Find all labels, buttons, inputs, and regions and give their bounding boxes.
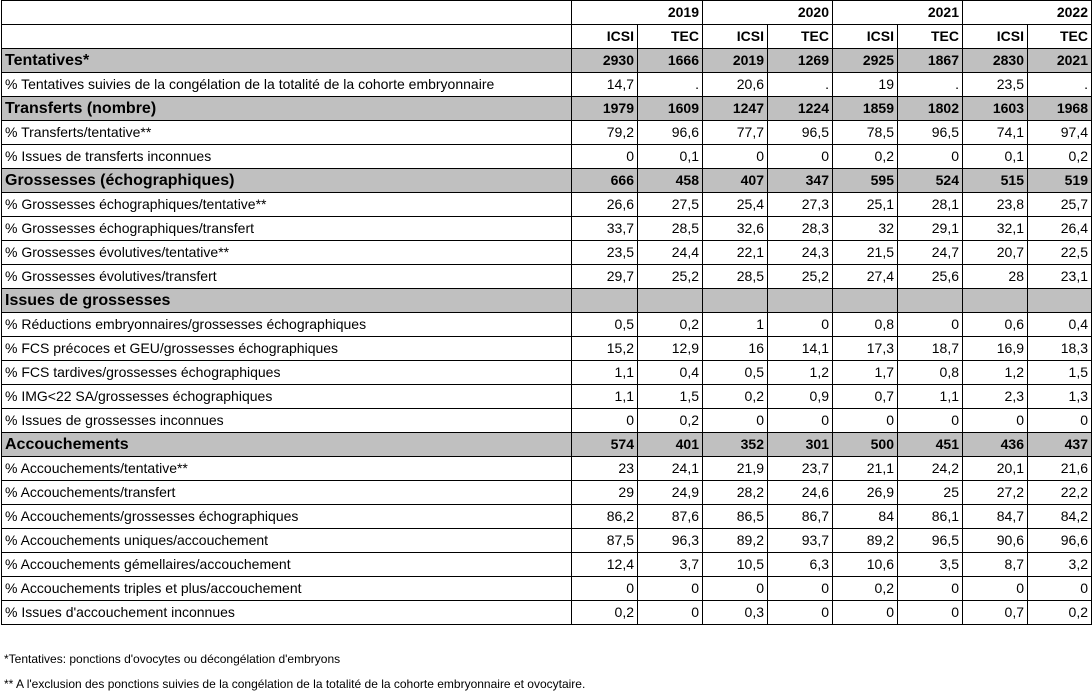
value-cell: 19 bbox=[833, 73, 898, 97]
results-table bbox=[1, 0, 1092, 625]
value-cell: 0,2 bbox=[833, 145, 898, 169]
value-cell: 2,3 bbox=[963, 385, 1028, 409]
value-cell: 0,5 bbox=[572, 313, 638, 337]
value-cell: 90,6 bbox=[963, 529, 1028, 553]
value-cell: 1,7 bbox=[833, 361, 898, 385]
value-cell: 0,8 bbox=[898, 361, 963, 385]
value-cell: 97,4 bbox=[1028, 121, 1092, 145]
year-header-row bbox=[2, 1, 1092, 25]
table-row bbox=[2, 553, 1092, 577]
method-header-icsi: ICSI bbox=[963, 25, 1028, 49]
value-cell: 24,4 bbox=[638, 241, 703, 265]
value-cell: 25,2 bbox=[638, 265, 703, 289]
value-cell: 0,2 bbox=[1028, 601, 1092, 625]
value-cell bbox=[963, 289, 1028, 313]
value-cell: 0 bbox=[768, 577, 833, 601]
value-cell: 0,1 bbox=[638, 145, 703, 169]
row-label: % FCS précoces et GEU/grossesses échographiques bbox=[2, 337, 572, 361]
value-cell: 1,1 bbox=[572, 385, 638, 409]
value-cell: 79,2 bbox=[572, 121, 638, 145]
row-label: % Grossesses évolutives/transfert bbox=[2, 265, 572, 289]
value-cell: 12,4 bbox=[572, 553, 638, 577]
value-cell: 1666 bbox=[638, 49, 703, 73]
value-cell: 27,3 bbox=[768, 193, 833, 217]
value-cell: 2930 bbox=[572, 49, 638, 73]
value-cell: 29 bbox=[572, 481, 638, 505]
row-label: Transferts (nombre) bbox=[2, 97, 572, 121]
footnote-1: *Tentatives: ponctions d'ovocytes ou décongélation d'embryons bbox=[4, 652, 341, 666]
method-header-tec: TEC bbox=[1028, 25, 1092, 49]
value-cell: 93,7 bbox=[768, 529, 833, 553]
value-cell: 96,5 bbox=[898, 529, 963, 553]
value-cell: 352 bbox=[703, 433, 768, 457]
table-body bbox=[2, 1, 1092, 625]
value-cell: 16 bbox=[703, 337, 768, 361]
table-row bbox=[2, 409, 1092, 433]
value-cell bbox=[898, 289, 963, 313]
row-label: % Réductions embryonnaires/grossesses échographiques bbox=[2, 313, 572, 337]
section-row bbox=[2, 97, 1092, 121]
value-cell: 96,3 bbox=[638, 529, 703, 553]
subheader-blank-cell bbox=[2, 25, 572, 49]
row-label: % Grossesses échographiques/tentative** bbox=[2, 193, 572, 217]
value-cell: 0,5 bbox=[703, 361, 768, 385]
row-label: Accouchements bbox=[2, 433, 572, 457]
value-cell: 24,1 bbox=[638, 457, 703, 481]
value-cell: 458 bbox=[638, 169, 703, 193]
value-cell: 96,6 bbox=[1028, 529, 1092, 553]
value-cell: 25,2 bbox=[768, 265, 833, 289]
value-cell: 26,9 bbox=[833, 481, 898, 505]
table-row bbox=[2, 217, 1092, 241]
value-cell: 28,1 bbox=[898, 193, 963, 217]
value-cell: 0 bbox=[768, 313, 833, 337]
value-cell: 77,7 bbox=[703, 121, 768, 145]
value-cell: 6,3 bbox=[768, 553, 833, 577]
value-cell: 86,5 bbox=[703, 505, 768, 529]
value-cell: 86,1 bbox=[898, 505, 963, 529]
table-row bbox=[2, 457, 1092, 481]
value-cell: 8,7 bbox=[963, 553, 1028, 577]
value-cell: 437 bbox=[1028, 433, 1092, 457]
value-cell: 20,7 bbox=[963, 241, 1028, 265]
value-cell: 524 bbox=[898, 169, 963, 193]
value-cell: 0 bbox=[572, 145, 638, 169]
value-cell: 1802 bbox=[898, 97, 963, 121]
method-header-tec: TEC bbox=[638, 25, 703, 49]
value-cell: . bbox=[898, 73, 963, 97]
row-label: % Tentatives suivies de la congélation de la totalité de la cohorte embryonnaire bbox=[2, 73, 572, 97]
value-cell: 23,5 bbox=[963, 73, 1028, 97]
table-row bbox=[2, 505, 1092, 529]
value-cell: 23,1 bbox=[1028, 265, 1092, 289]
value-cell: 0 bbox=[768, 409, 833, 433]
value-cell: 26,4 bbox=[1028, 217, 1092, 241]
value-cell: 28,3 bbox=[768, 217, 833, 241]
value-cell: 1,2 bbox=[963, 361, 1028, 385]
table-row bbox=[2, 481, 1092, 505]
value-cell: 78,5 bbox=[833, 121, 898, 145]
value-cell: 0,4 bbox=[1028, 313, 1092, 337]
row-label: % Issues d'accouchement inconnues bbox=[2, 601, 572, 625]
table-row bbox=[2, 193, 1092, 217]
value-cell: 86,2 bbox=[572, 505, 638, 529]
value-cell: 23,7 bbox=[768, 457, 833, 481]
value-cell: 23,8 bbox=[963, 193, 1028, 217]
value-cell: 28,5 bbox=[638, 217, 703, 241]
value-cell: 436 bbox=[963, 433, 1028, 457]
value-cell: 1609 bbox=[638, 97, 703, 121]
table-row bbox=[2, 265, 1092, 289]
value-cell: 1,2 bbox=[768, 361, 833, 385]
value-cell: 0 bbox=[703, 577, 768, 601]
value-cell: 21,1 bbox=[833, 457, 898, 481]
value-cell: 23 bbox=[572, 457, 638, 481]
value-cell: 0,9 bbox=[768, 385, 833, 409]
value-cell: 1,1 bbox=[898, 385, 963, 409]
value-cell: 2019 bbox=[703, 49, 768, 73]
value-cell: 1603 bbox=[963, 97, 1028, 121]
value-cell: 21,6 bbox=[1028, 457, 1092, 481]
value-cell: 1859 bbox=[833, 97, 898, 121]
value-cell: 3,5 bbox=[898, 553, 963, 577]
value-cell: 0,2 bbox=[1028, 145, 1092, 169]
value-cell: 1247 bbox=[703, 97, 768, 121]
row-label: % FCS tardives/grossesses échographiques bbox=[2, 361, 572, 385]
value-cell: 14,7 bbox=[572, 73, 638, 97]
value-cell: 29,7 bbox=[572, 265, 638, 289]
row-label: % Accouchements/grossesses échographiques bbox=[2, 505, 572, 529]
value-cell: 0 bbox=[768, 145, 833, 169]
value-cell: 0,8 bbox=[833, 313, 898, 337]
row-label: % IMG<22 SA/grossesses échographiques bbox=[2, 385, 572, 409]
row-label: % Accouchements uniques/accouchement bbox=[2, 529, 572, 553]
row-label: Issues de grossesses bbox=[2, 289, 572, 313]
row-label: % Accouchements/tentative** bbox=[2, 457, 572, 481]
value-cell: 3,2 bbox=[1028, 553, 1092, 577]
value-cell: 25 bbox=[898, 481, 963, 505]
year-spacer-0 bbox=[572, 1, 638, 25]
table-row bbox=[2, 337, 1092, 361]
value-cell: 595 bbox=[833, 169, 898, 193]
value-cell: . bbox=[768, 73, 833, 97]
value-cell: 1,5 bbox=[638, 385, 703, 409]
value-cell: 25,1 bbox=[833, 193, 898, 217]
value-cell: 84,7 bbox=[963, 505, 1028, 529]
value-cell: 89,2 bbox=[703, 529, 768, 553]
value-cell: 24,9 bbox=[638, 481, 703, 505]
value-cell: 28,2 bbox=[703, 481, 768, 505]
value-cell: 33,7 bbox=[572, 217, 638, 241]
value-cell bbox=[572, 289, 638, 313]
value-cell: 0 bbox=[898, 601, 963, 625]
year-spacer-1 bbox=[703, 1, 768, 25]
year-header-2020: 2020 bbox=[768, 1, 833, 25]
value-cell bbox=[768, 289, 833, 313]
footnote-2: ** A l'exclusion des ponctions suivies de la congélation de la totalité de la cohorte embryonnaire et ovocytaire. bbox=[4, 677, 586, 691]
value-cell: 0 bbox=[768, 601, 833, 625]
value-cell: 20,1 bbox=[963, 457, 1028, 481]
value-cell: 0 bbox=[898, 577, 963, 601]
value-cell: 407 bbox=[703, 169, 768, 193]
value-cell: 96,6 bbox=[638, 121, 703, 145]
row-label: % Accouchements/transfert bbox=[2, 481, 572, 505]
value-cell: 23,5 bbox=[572, 241, 638, 265]
value-cell: 401 bbox=[638, 433, 703, 457]
value-cell: 22,2 bbox=[1028, 481, 1092, 505]
value-cell: 0 bbox=[833, 409, 898, 433]
value-cell: 0 bbox=[833, 601, 898, 625]
value-cell: 0 bbox=[1028, 577, 1092, 601]
value-cell: 1,3 bbox=[1028, 385, 1092, 409]
value-cell: 32,1 bbox=[963, 217, 1028, 241]
value-cell: 24,6 bbox=[768, 481, 833, 505]
value-cell: 0 bbox=[638, 577, 703, 601]
value-cell bbox=[703, 289, 768, 313]
value-cell: 0,2 bbox=[703, 385, 768, 409]
section-row bbox=[2, 289, 1092, 313]
header-blank-cell bbox=[2, 1, 572, 25]
value-cell: 0 bbox=[703, 409, 768, 433]
value-cell: 0,2 bbox=[638, 409, 703, 433]
value-cell: 18,3 bbox=[1028, 337, 1092, 361]
value-cell: 74,1 bbox=[963, 121, 1028, 145]
value-cell: 28,5 bbox=[703, 265, 768, 289]
row-label: % Grossesses évolutives/tentative** bbox=[2, 241, 572, 265]
value-cell: 1,5 bbox=[1028, 361, 1092, 385]
value-cell: 451 bbox=[898, 433, 963, 457]
value-cell: 24,3 bbox=[768, 241, 833, 265]
value-cell: 3,7 bbox=[638, 553, 703, 577]
value-cell: 96,5 bbox=[898, 121, 963, 145]
method-header-row bbox=[2, 25, 1092, 49]
value-cell: . bbox=[638, 73, 703, 97]
table-row bbox=[2, 241, 1092, 265]
table-row bbox=[2, 73, 1092, 97]
value-cell: 301 bbox=[768, 433, 833, 457]
value-cell: 347 bbox=[768, 169, 833, 193]
value-cell: 1,1 bbox=[572, 361, 638, 385]
value-cell: 29,1 bbox=[898, 217, 963, 241]
value-cell: 1867 bbox=[898, 49, 963, 73]
value-cell: 515 bbox=[963, 169, 1028, 193]
value-cell bbox=[1028, 289, 1092, 313]
value-cell: 0,3 bbox=[703, 601, 768, 625]
value-cell: 24,7 bbox=[898, 241, 963, 265]
year-header-2019: 2019 bbox=[638, 1, 703, 25]
value-cell: 25,7 bbox=[1028, 193, 1092, 217]
method-header-icsi: ICSI bbox=[703, 25, 768, 49]
value-cell: 21,5 bbox=[833, 241, 898, 265]
row-label: % Accouchements triples et plus/accouchement bbox=[2, 577, 572, 601]
value-cell: 84 bbox=[833, 505, 898, 529]
row-label: Tentatives* bbox=[2, 49, 572, 73]
year-header-2022: 2022 bbox=[1028, 1, 1092, 25]
value-cell: 27,4 bbox=[833, 265, 898, 289]
year-header-2021: 2021 bbox=[898, 1, 963, 25]
row-label: % Transferts/tentative** bbox=[2, 121, 572, 145]
value-cell: 0,2 bbox=[638, 313, 703, 337]
value-cell: 0 bbox=[898, 409, 963, 433]
value-cell: 0 bbox=[898, 313, 963, 337]
row-label: % Issues de grossesses inconnues bbox=[2, 409, 572, 433]
value-cell: 86,7 bbox=[768, 505, 833, 529]
value-cell: 0,6 bbox=[963, 313, 1028, 337]
value-cell: 1968 bbox=[1028, 97, 1092, 121]
value-cell: 10,5 bbox=[703, 553, 768, 577]
value-cell: 20,6 bbox=[703, 73, 768, 97]
value-cell: 2830 bbox=[963, 49, 1028, 73]
value-cell: 0 bbox=[898, 145, 963, 169]
value-cell: 22,5 bbox=[1028, 241, 1092, 265]
value-cell: 14,1 bbox=[768, 337, 833, 361]
value-cell: 1269 bbox=[768, 49, 833, 73]
value-cell: 0,1 bbox=[963, 145, 1028, 169]
table-row bbox=[2, 145, 1092, 169]
value-cell: 0 bbox=[1028, 409, 1092, 433]
value-cell: 1 bbox=[703, 313, 768, 337]
value-cell: 0 bbox=[572, 577, 638, 601]
value-cell: 0,7 bbox=[963, 601, 1028, 625]
value-cell: 96,5 bbox=[768, 121, 833, 145]
row-label: % Accouchements gémellaires/accouchement bbox=[2, 553, 572, 577]
table-row bbox=[2, 385, 1092, 409]
value-cell: 18,7 bbox=[898, 337, 963, 361]
value-cell: 0,4 bbox=[638, 361, 703, 385]
section-row bbox=[2, 433, 1092, 457]
value-cell: 28 bbox=[963, 265, 1028, 289]
value-cell: 2021 bbox=[1028, 49, 1092, 73]
value-cell: . bbox=[1028, 73, 1092, 97]
value-cell: 87,5 bbox=[572, 529, 638, 553]
value-cell: 25,4 bbox=[703, 193, 768, 217]
value-cell: 27,2 bbox=[963, 481, 1028, 505]
value-cell: 1224 bbox=[768, 97, 833, 121]
value-cell: 17,3 bbox=[833, 337, 898, 361]
value-cell: 666 bbox=[572, 169, 638, 193]
value-cell: 500 bbox=[833, 433, 898, 457]
value-cell: 15,2 bbox=[572, 337, 638, 361]
value-cell: 22,1 bbox=[703, 241, 768, 265]
value-cell: 0 bbox=[963, 409, 1028, 433]
value-cell: 0,2 bbox=[833, 577, 898, 601]
value-cell: 25,6 bbox=[898, 265, 963, 289]
row-label: % Grossesses échographiques/transfert bbox=[2, 217, 572, 241]
value-cell: 10,6 bbox=[833, 553, 898, 577]
row-label: % Issues de transferts inconnues bbox=[2, 145, 572, 169]
value-cell bbox=[833, 289, 898, 313]
value-cell: 87,6 bbox=[638, 505, 703, 529]
value-cell: 21,9 bbox=[703, 457, 768, 481]
value-cell: 26,6 bbox=[572, 193, 638, 217]
value-cell: 12,9 bbox=[638, 337, 703, 361]
table-row bbox=[2, 577, 1092, 601]
table-row bbox=[2, 529, 1092, 553]
value-cell: 519 bbox=[1028, 169, 1092, 193]
table-row bbox=[2, 601, 1092, 625]
table-row bbox=[2, 121, 1092, 145]
table-row bbox=[2, 313, 1092, 337]
section-row bbox=[2, 49, 1092, 73]
value-cell: 574 bbox=[572, 433, 638, 457]
row-label: Grossesses (échographiques) bbox=[2, 169, 572, 193]
value-cell: 2925 bbox=[833, 49, 898, 73]
method-header-tec: TEC bbox=[898, 25, 963, 49]
value-cell bbox=[638, 289, 703, 313]
value-cell: 0 bbox=[963, 577, 1028, 601]
table-row bbox=[2, 361, 1092, 385]
section-row bbox=[2, 169, 1092, 193]
value-cell: 89,2 bbox=[833, 529, 898, 553]
value-cell: 0 bbox=[572, 409, 638, 433]
year-spacer-2 bbox=[833, 1, 898, 25]
method-header-icsi: ICSI bbox=[833, 25, 898, 49]
value-cell: 1979 bbox=[572, 97, 638, 121]
value-cell: 0,2 bbox=[572, 601, 638, 625]
value-cell: 16,9 bbox=[963, 337, 1028, 361]
method-header-icsi: ICSI bbox=[572, 25, 638, 49]
value-cell: 24,2 bbox=[898, 457, 963, 481]
value-cell: 0 bbox=[703, 145, 768, 169]
value-cell: 0,7 bbox=[833, 385, 898, 409]
value-cell: 84,2 bbox=[1028, 505, 1092, 529]
value-cell: 32 bbox=[833, 217, 898, 241]
value-cell: 0 bbox=[638, 601, 703, 625]
value-cell: 27,5 bbox=[638, 193, 703, 217]
method-header-tec: TEC bbox=[768, 25, 833, 49]
value-cell: 32,6 bbox=[703, 217, 768, 241]
year-spacer-3 bbox=[963, 1, 1028, 25]
